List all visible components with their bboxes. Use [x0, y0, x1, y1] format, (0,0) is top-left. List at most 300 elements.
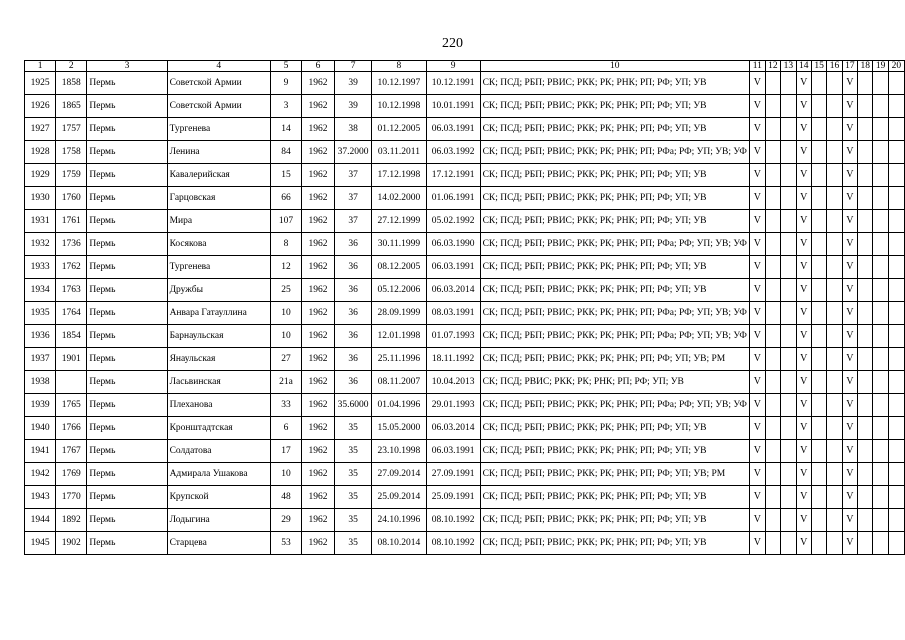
mark-cell-col-19: [873, 233, 888, 256]
build-year-cell: 1962: [302, 325, 335, 348]
mark-cell-col-14: V: [796, 118, 811, 141]
work-codes-cell: СК; ПСД; РБП; РВИС; РКК; РК; РНК; РП; РФ; УП; УВ: [480, 486, 749, 509]
mark-cell-col-11: V: [749, 440, 765, 463]
mark-cell-col-13: [781, 95, 796, 118]
mark-cell-col-15: [811, 486, 826, 509]
mark-cell-col-14: V: [796, 233, 811, 256]
build-year-cell: 1962: [302, 95, 335, 118]
mark-cell-col-13: [781, 417, 796, 440]
record-number-cell: 1932: [25, 233, 56, 256]
record-number-cell: 1935: [25, 302, 56, 325]
column-header-17: 17: [842, 61, 857, 72]
mark-cell-col-13: [781, 141, 796, 164]
house-id-cell: 1858: [56, 72, 87, 95]
street-cell: Ласьвинская: [167, 371, 270, 394]
table-row: [25, 325, 905, 348]
mark-cell-col-11: V: [749, 463, 765, 486]
street-cell: Адмирала Ушакова: [167, 463, 270, 486]
mark-cell-col-18: [858, 440, 873, 463]
work-codes-cell: СК; ПСД; РБП; РВИС; РКК; РК; РНК; РП; РФ; УП; УВ: [480, 279, 749, 302]
date-1-cell: 27.12.1999: [372, 210, 426, 233]
house-number-cell: 12: [270, 256, 301, 279]
mark-cell-col-15: [811, 302, 826, 325]
column-header-5: 5: [270, 61, 301, 72]
house-id-cell: 1759: [56, 164, 87, 187]
build-year-cell: 1962: [302, 417, 335, 440]
house-id-cell: [56, 371, 87, 394]
house-id-cell: 1902: [56, 532, 87, 555]
mark-cell-col-12: [765, 164, 780, 187]
date-2-cell: 01.06.1991: [426, 187, 480, 210]
city-cell: Пермь: [87, 509, 167, 532]
street-cell: Лодыгина: [167, 509, 270, 532]
work-codes-cell: СК; ПСД; РБП; РВИС; РКК; РК; РНК; РП; РФ; УП; УВ: [480, 532, 749, 555]
mark-cell-col-11: V: [749, 118, 765, 141]
mark-cell-col-17: V: [842, 210, 857, 233]
mark-cell-col-14: V: [796, 486, 811, 509]
mark-cell-col-19: [873, 371, 888, 394]
record-number-cell: 1926: [25, 95, 56, 118]
work-codes-cell: СК; ПСД; РБП; РВИС; РКК; РК; РНК; РП; РФа; РФ; УП; УВ; УФ: [480, 325, 749, 348]
mark-cell-col-12: [765, 325, 780, 348]
mark-cell-col-17: V: [842, 509, 857, 532]
table-row: [25, 371, 905, 394]
mark-cell-col-17: V: [842, 72, 857, 95]
street-cell: Мира: [167, 210, 270, 233]
mark-cell-col-17: V: [842, 463, 857, 486]
date-1-cell: 08.12.2005: [372, 256, 426, 279]
mark-cell-col-15: [811, 72, 826, 95]
mark-cell-col-16: [827, 279, 842, 302]
mark-cell-col-16: [827, 72, 842, 95]
record-number-cell: 1930: [25, 187, 56, 210]
mark-cell-col-14: V: [796, 164, 811, 187]
work-codes-cell: СК; ПСД; РБП; РВИС; РКК; РК; РНК; РП; РФ; УП; УВ: [480, 509, 749, 532]
mark-cell-col-12: [765, 509, 780, 532]
mark-cell-col-15: [811, 509, 826, 532]
record-number-cell: 1936: [25, 325, 56, 348]
table-row: [25, 440, 905, 463]
record-number-cell: 1939: [25, 394, 56, 417]
mark-cell-col-18: [858, 95, 873, 118]
record-number-cell: 1933: [25, 256, 56, 279]
mark-cell-col-20: [888, 509, 904, 532]
mark-cell-col-20: [888, 463, 904, 486]
mark-cell-col-20: [888, 164, 904, 187]
house-id-cell: 1762: [56, 256, 87, 279]
date-2-cell: 29.01.1993: [426, 394, 480, 417]
mark-cell-col-18: [858, 187, 873, 210]
house-id-cell: 1760: [56, 187, 87, 210]
wear-percent-cell: 37: [335, 210, 372, 233]
record-number-cell: 1927: [25, 118, 56, 141]
work-codes-cell: СК; ПСД; РБП; РВИС; РКК; РК; РНК; РП; РФа; РФ; УП; УВ; УФ: [480, 233, 749, 256]
column-header-2: 2: [56, 61, 87, 72]
mark-cell-col-17: V: [842, 440, 857, 463]
mark-cell-col-14: V: [796, 371, 811, 394]
mark-cell-col-19: [873, 187, 888, 210]
mark-cell-col-11: V: [749, 325, 765, 348]
mark-cell-col-20: [888, 118, 904, 141]
date-2-cell: 06.03.2014: [426, 417, 480, 440]
date-2-cell: 10.12.1991: [426, 72, 480, 95]
house-id-cell: 1892: [56, 509, 87, 532]
mark-cell-col-19: [873, 279, 888, 302]
column-header-8: 8: [372, 61, 426, 72]
house-id-cell: 1901: [56, 348, 87, 371]
city-cell: Пермь: [87, 463, 167, 486]
house-id-cell: 1736: [56, 233, 87, 256]
build-year-cell: 1962: [302, 256, 335, 279]
mark-cell-col-18: [858, 532, 873, 555]
build-year-cell: 1962: [302, 279, 335, 302]
work-codes-cell: СК; ПСД; РБП; РВИС; РКК; РК; РНК; РП; РФа; РФ; УП; УВ; УФ: [480, 141, 749, 164]
mark-cell-col-15: [811, 417, 826, 440]
mark-cell-col-12: [765, 302, 780, 325]
work-codes-cell: СК; ПСД; РБП; РВИС; РКК; РК; РНК; РП; РФ; УП; УВ: [480, 417, 749, 440]
mark-cell-col-13: [781, 210, 796, 233]
mark-cell-col-20: [888, 394, 904, 417]
house-id-cell: 1770: [56, 486, 87, 509]
mark-cell-col-18: [858, 509, 873, 532]
mark-cell-col-16: [827, 233, 842, 256]
mark-cell-col-18: [858, 417, 873, 440]
mark-cell-col-14: V: [796, 187, 811, 210]
work-codes-cell: СК; ПСД; РБП; РВИС; РКК; РК; РНК; РП; РФ; УП; УВ; РМ: [480, 463, 749, 486]
wear-percent-cell: 38: [335, 118, 372, 141]
mark-cell-col-15: [811, 463, 826, 486]
mark-cell-col-11: V: [749, 394, 765, 417]
table-row: [25, 463, 905, 486]
mark-cell-col-13: [781, 440, 796, 463]
table-row: [25, 486, 905, 509]
house-id-cell: 1769: [56, 463, 87, 486]
mark-cell-col-16: [827, 348, 842, 371]
build-year-cell: 1962: [302, 141, 335, 164]
house-number-cell: 10: [270, 325, 301, 348]
table-row: [25, 233, 905, 256]
date-2-cell: 06.03.2014: [426, 279, 480, 302]
house-number-cell: 14: [270, 118, 301, 141]
mark-cell-col-17: V: [842, 371, 857, 394]
house-id-cell: 1757: [56, 118, 87, 141]
record-number-cell: 1938: [25, 371, 56, 394]
mark-cell-col-18: [858, 394, 873, 417]
mark-cell-col-20: [888, 141, 904, 164]
mark-cell-col-12: [765, 187, 780, 210]
date-2-cell: 08.03.1991: [426, 302, 480, 325]
mark-cell-col-12: [765, 440, 780, 463]
date-2-cell: 27.09.1991: [426, 463, 480, 486]
table-row: [25, 348, 905, 371]
work-codes-cell: СК; ПСД; РБП; РВИС; РКК; РК; РНК; РП; РФ; УП; УВ; РМ: [480, 348, 749, 371]
mark-cell-col-18: [858, 210, 873, 233]
date-1-cell: 10.12.1998: [372, 95, 426, 118]
mark-cell-col-11: V: [749, 141, 765, 164]
city-cell: Пермь: [87, 279, 167, 302]
date-2-cell: 17.12.1991: [426, 164, 480, 187]
mark-cell-col-17: V: [842, 164, 857, 187]
street-cell: Косякова: [167, 233, 270, 256]
city-cell: Пермь: [87, 532, 167, 555]
mark-cell-col-12: [765, 279, 780, 302]
street-cell: Крупской: [167, 486, 270, 509]
mark-cell-col-19: [873, 118, 888, 141]
city-cell: Пермь: [87, 118, 167, 141]
wear-percent-cell: 39: [335, 95, 372, 118]
mark-cell-col-17: V: [842, 325, 857, 348]
record-number-cell: 1937: [25, 348, 56, 371]
mark-cell-col-20: [888, 532, 904, 555]
build-year-cell: 1962: [302, 394, 335, 417]
city-cell: Пермь: [87, 141, 167, 164]
mark-cell-col-16: [827, 118, 842, 141]
mark-cell-col-20: [888, 417, 904, 440]
mark-cell-col-19: [873, 509, 888, 532]
mark-cell-col-20: [888, 72, 904, 95]
street-cell: Янаульская: [167, 348, 270, 371]
mark-cell-col-18: [858, 256, 873, 279]
mark-cell-col-18: [858, 118, 873, 141]
wear-percent-cell: 37.2000: [335, 141, 372, 164]
mark-cell-col-15: [811, 187, 826, 210]
street-cell: Советской Армии: [167, 72, 270, 95]
mark-cell-col-20: [888, 279, 904, 302]
mark-cell-col-20: [888, 486, 904, 509]
mark-cell-col-19: [873, 417, 888, 440]
city-cell: Пермь: [87, 72, 167, 95]
street-cell: Ленина: [167, 141, 270, 164]
mark-cell-col-14: V: [796, 210, 811, 233]
mark-cell-col-11: V: [749, 532, 765, 555]
mark-cell-col-19: [873, 72, 888, 95]
mark-cell-col-19: [873, 95, 888, 118]
wear-percent-cell: 35: [335, 417, 372, 440]
house-number-cell: 17: [270, 440, 301, 463]
mark-cell-col-19: [873, 210, 888, 233]
mark-cell-col-16: [827, 187, 842, 210]
table-row: [25, 417, 905, 440]
house-number-cell: 9: [270, 72, 301, 95]
column-header-6: 6: [302, 61, 335, 72]
date-2-cell: 06.03.1991: [426, 440, 480, 463]
mark-cell-col-11: V: [749, 279, 765, 302]
build-year-cell: 1962: [302, 233, 335, 256]
date-2-cell: 06.03.1991: [426, 118, 480, 141]
mark-cell-col-12: [765, 141, 780, 164]
mark-cell-col-11: V: [749, 348, 765, 371]
mark-cell-col-12: [765, 463, 780, 486]
mark-cell-col-13: [781, 325, 796, 348]
mark-cell-col-19: [873, 440, 888, 463]
table-row: [25, 72, 905, 95]
wear-percent-cell: 36: [335, 371, 372, 394]
house-number-cell: 25: [270, 279, 301, 302]
mark-cell-col-11: V: [749, 509, 765, 532]
house-number-cell: 10: [270, 463, 301, 486]
mark-cell-col-11: V: [749, 187, 765, 210]
mark-cell-col-19: [873, 325, 888, 348]
mark-cell-col-18: [858, 486, 873, 509]
column-header-12: 12: [765, 61, 780, 72]
mark-cell-col-13: [781, 486, 796, 509]
mark-cell-col-13: [781, 72, 796, 95]
column-header-14: 14: [796, 61, 811, 72]
mark-cell-col-12: [765, 233, 780, 256]
date-1-cell: 25.09.2014: [372, 486, 426, 509]
mark-cell-col-17: V: [842, 486, 857, 509]
mark-cell-col-14: V: [796, 463, 811, 486]
mark-cell-col-18: [858, 348, 873, 371]
work-codes-cell: СК; ПСД; РБП; РВИС; РКК; РК; РНК; РП; РФа; РФ; УП; УВ; УФ: [480, 394, 749, 417]
wear-percent-cell: 36: [335, 325, 372, 348]
build-year-cell: 1962: [302, 371, 335, 394]
mark-cell-col-12: [765, 417, 780, 440]
date-1-cell: 01.04.1996: [372, 394, 426, 417]
house-number-cell: 84: [270, 141, 301, 164]
record-number-cell: 1942: [25, 463, 56, 486]
mark-cell-col-18: [858, 302, 873, 325]
city-cell: Пермь: [87, 164, 167, 187]
mark-cell-col-16: [827, 325, 842, 348]
mark-cell-col-14: V: [796, 509, 811, 532]
mark-cell-col-16: [827, 210, 842, 233]
mark-cell-col-17: V: [842, 417, 857, 440]
house-number-cell: 29: [270, 509, 301, 532]
date-2-cell: 06.03.1990: [426, 233, 480, 256]
wear-percent-cell: 35.6000: [335, 394, 372, 417]
date-1-cell: 12.01.1998: [372, 325, 426, 348]
mark-cell-col-13: [781, 233, 796, 256]
build-year-cell: 1962: [302, 509, 335, 532]
work-codes-cell: СК; ПСД; РВИС; РКК; РК; РНК; РП; РФ; УП; УВ: [480, 371, 749, 394]
column-header-16: 16: [827, 61, 842, 72]
mark-cell-col-13: [781, 256, 796, 279]
mark-cell-col-13: [781, 118, 796, 141]
mark-cell-col-17: V: [842, 394, 857, 417]
house-number-cell: 8: [270, 233, 301, 256]
house-id-cell: 1865: [56, 95, 87, 118]
table-row: [25, 187, 905, 210]
build-year-cell: 1962: [302, 532, 335, 555]
date-1-cell: 17.12.1998: [372, 164, 426, 187]
city-cell: Пермь: [87, 256, 167, 279]
street-cell: Тургенева: [167, 118, 270, 141]
mark-cell-col-15: [811, 95, 826, 118]
build-year-cell: 1962: [302, 302, 335, 325]
mark-cell-col-14: V: [796, 348, 811, 371]
mark-cell-col-17: V: [842, 256, 857, 279]
wear-percent-cell: 36: [335, 302, 372, 325]
wear-percent-cell: 36: [335, 233, 372, 256]
city-cell: Пермь: [87, 95, 167, 118]
house-id-cell: 1763: [56, 279, 87, 302]
mark-cell-col-19: [873, 463, 888, 486]
mark-cell-col-16: [827, 394, 842, 417]
mark-cell-col-18: [858, 279, 873, 302]
date-1-cell: 15.05.2000: [372, 417, 426, 440]
house-number-cell: 15: [270, 164, 301, 187]
column-header-3: 3: [87, 61, 167, 72]
mark-cell-col-20: [888, 302, 904, 325]
date-2-cell: 18.11.1992: [426, 348, 480, 371]
date-2-cell: 25.09.1991: [426, 486, 480, 509]
mark-cell-col-17: V: [842, 532, 857, 555]
street-cell: Дружбы: [167, 279, 270, 302]
mark-cell-col-14: V: [796, 95, 811, 118]
mark-cell-col-12: [765, 72, 780, 95]
date-2-cell: 08.10.1992: [426, 509, 480, 532]
date-1-cell: 25.11.1996: [372, 348, 426, 371]
column-header-10: 10: [480, 61, 749, 72]
mark-cell-col-12: [765, 348, 780, 371]
house-number-cell: 6: [270, 417, 301, 440]
mark-cell-col-18: [858, 141, 873, 164]
house-id-cell: 1766: [56, 417, 87, 440]
column-header-19: 19: [873, 61, 888, 72]
column-header-11: 11: [749, 61, 765, 72]
mark-cell-col-16: [827, 486, 842, 509]
mark-cell-col-20: [888, 210, 904, 233]
mark-cell-col-12: [765, 256, 780, 279]
mark-cell-col-15: [811, 233, 826, 256]
table-row: [25, 302, 905, 325]
street-cell: Кавалерийская: [167, 164, 270, 187]
column-header-7: 7: [335, 61, 372, 72]
build-year-cell: 1962: [302, 486, 335, 509]
mark-cell-col-13: [781, 463, 796, 486]
mark-cell-col-20: [888, 325, 904, 348]
mark-cell-col-16: [827, 417, 842, 440]
mark-cell-col-11: V: [749, 72, 765, 95]
mark-cell-col-11: V: [749, 417, 765, 440]
mark-cell-col-19: [873, 486, 888, 509]
mark-cell-col-11: V: [749, 233, 765, 256]
mark-cell-col-18: [858, 325, 873, 348]
mark-cell-col-12: [765, 394, 780, 417]
page-number: 220: [442, 36, 463, 51]
house-id-cell: 1758: [56, 141, 87, 164]
mark-cell-col-13: [781, 279, 796, 302]
wear-percent-cell: 36: [335, 279, 372, 302]
mark-cell-col-19: [873, 532, 888, 555]
mark-cell-col-14: V: [796, 417, 811, 440]
build-year-cell: 1962: [302, 72, 335, 95]
date-1-cell: 10.12.1997: [372, 72, 426, 95]
column-header-18: 18: [858, 61, 873, 72]
build-year-cell: 1962: [302, 210, 335, 233]
mark-cell-col-13: [781, 509, 796, 532]
mark-cell-col-14: V: [796, 532, 811, 555]
mark-cell-col-14: V: [796, 302, 811, 325]
city-cell: Пермь: [87, 417, 167, 440]
house-id-cell: 1765: [56, 394, 87, 417]
mark-cell-col-19: [873, 256, 888, 279]
mark-cell-col-12: [765, 95, 780, 118]
date-1-cell: 28.09.1999: [372, 302, 426, 325]
street-cell: Плеханова: [167, 394, 270, 417]
wear-percent-cell: 35: [335, 486, 372, 509]
mark-cell-col-20: [888, 187, 904, 210]
registry-table: [24, 60, 905, 555]
date-1-cell: 14.02.2000: [372, 187, 426, 210]
street-cell: Барнаульская: [167, 325, 270, 348]
work-codes-cell: СК; ПСД; РБП; РВИС; РКК; РК; РНК; РП; РФ; УП; УВ: [480, 118, 749, 141]
table-row: [25, 164, 905, 187]
build-year-cell: 1962: [302, 463, 335, 486]
mark-cell-col-19: [873, 394, 888, 417]
mark-cell-col-15: [811, 532, 826, 555]
